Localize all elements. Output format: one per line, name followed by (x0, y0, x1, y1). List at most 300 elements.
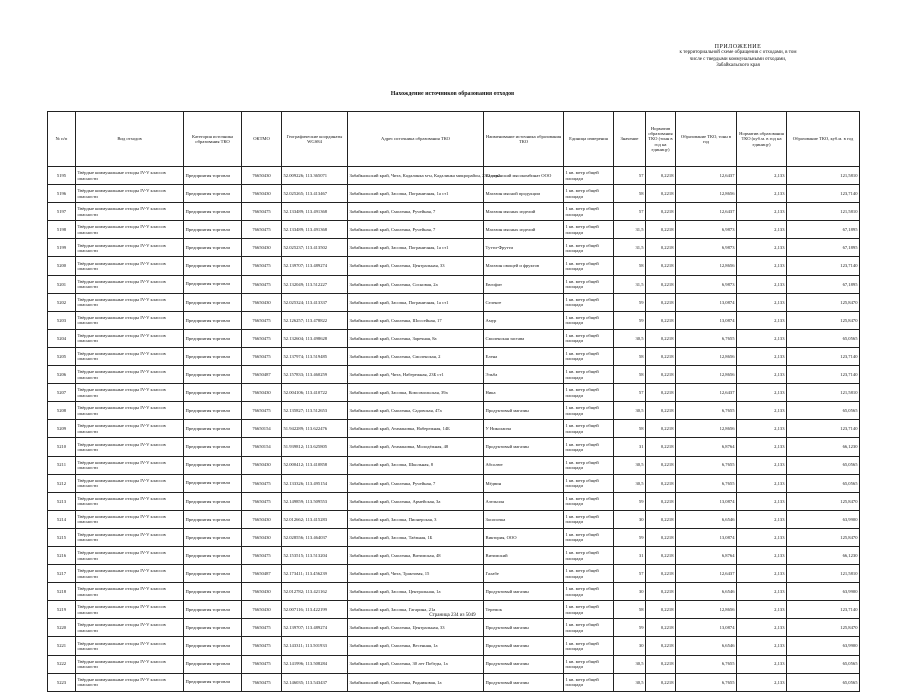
cell-address: Забайкальский край, Чита, Трактовая, 15 (348, 565, 484, 583)
cell-value: 59 (614, 619, 646, 637)
cell-source-category: Предприятия торговли (184, 565, 242, 583)
table-row (48, 474, 860, 492)
cell-waste-type: Твёрдые коммунальные отходы IV-V классов опасности (76, 384, 184, 402)
cell-unit: 1 кв. метр общей площади (564, 474, 614, 492)
cell-oktmo: 76650475 (242, 673, 282, 691)
cell-norm-tons: 0,2218 (646, 438, 676, 456)
cell-address: Забайкальский край, Смоленка, Садовская, 47а (348, 402, 484, 420)
cell-value: 31 (614, 546, 646, 564)
cell-waste-cubic: 65,0565 (787, 673, 860, 691)
cell-oktmo: 76650487 (242, 565, 282, 583)
table-row (48, 583, 860, 601)
cell-row-number: 5222 (48, 655, 76, 673)
cell-value: 30,5 (614, 402, 646, 420)
cell-oktmo: 76650475 (242, 474, 282, 492)
cell-source-category: Предприятия торговли (184, 275, 242, 293)
cell-source-category: Предприятия торговли (184, 203, 242, 221)
column-header: Норматив образования ТКО (тонн в год на единицу) (646, 112, 676, 167)
cell-value: 57 (614, 167, 646, 185)
cell-waste-cubic: 125,8470 (787, 528, 860, 546)
cell-unit: 1 кв. метр общей площади (564, 329, 614, 347)
cell-value: 30,5 (614, 655, 646, 673)
cell-oktmo: 76650475 (242, 311, 282, 329)
cell-coordinates: 51.939812; 113.625805 (282, 438, 348, 456)
cell-unit: 1 кв. метр общей площади (564, 239, 614, 257)
cell-waste-tons: 12,6437 (676, 167, 737, 185)
table-row (48, 619, 860, 637)
cell-waste-tons: 12,8656 (676, 185, 737, 203)
cell-waste-cubic: 123,7140 (787, 185, 860, 203)
cell-oktmo: 76650475 (242, 221, 282, 239)
table-row (48, 510, 860, 528)
cell-source-name: Продуктовый магазин (484, 673, 564, 691)
cell-source-category: Предприятия торговли (184, 420, 242, 438)
table-row (48, 438, 860, 456)
cell-source-name: Амур (484, 311, 564, 329)
cell-value: 30,5 (614, 456, 646, 474)
cell-waste-cubic: 67,1895 (787, 221, 860, 239)
column-header: Адрес источника образования ТКО (348, 112, 484, 167)
cell-norm-tons: 0,2218 (646, 347, 676, 365)
cell-waste-tons: 6,6546 (676, 583, 737, 601)
cell-waste-tons: 13,0874 (676, 311, 737, 329)
cell-waste-type: Твёрдые коммунальные отходы IV-V классов опасности (76, 366, 184, 384)
cell-waste-tons: 12,8656 (676, 366, 737, 384)
cell-address: Забайкальский край, Смоленка, Сосновая, 2а (348, 275, 484, 293)
table-row (48, 492, 860, 510)
cell-oktmo: 76650430 (242, 384, 282, 402)
cell-row-number: 5200 (48, 257, 76, 275)
cell-oktmo: 76650475 (242, 347, 282, 365)
table-row (48, 655, 860, 673)
cell-coordinates: 52.149859; 113.509553 (282, 492, 348, 510)
cell-value: 58 (614, 420, 646, 438)
cell-norm-cubic: 2,133 (737, 275, 787, 293)
cell-oktmo: 76650430 (242, 167, 282, 185)
cell-waste-type: Твёрдые коммунальные отходы IV-V классов опасности (76, 347, 184, 365)
cell-unit: 1 кв. метр общей площади (564, 565, 614, 583)
cell-value: 31,5 (614, 275, 646, 293)
cell-norm-cubic: 2,133 (737, 402, 787, 420)
cell-value: 59 (614, 311, 646, 329)
cell-norm-tons: 0,2218 (646, 546, 676, 564)
cell-norm-cubic: 2,133 (737, 619, 787, 637)
cell-unit: 1 кв. метр общей площади (564, 673, 614, 691)
cell-waste-cubic: 121,5810 (787, 167, 860, 185)
cell-coordinates: 52.173411; 113.456239 (282, 565, 348, 583)
cell-oktmo: 76650475 (242, 257, 282, 275)
column-header: Наименование источника образования ТКО (484, 112, 564, 167)
column-header: Вид отходов (76, 112, 184, 167)
cell-waste-type: Твёрдые коммунальные отходы IV-V классов опасности (76, 293, 184, 311)
cell-source-name: Продуктовый магазин (484, 438, 564, 456)
cell-source-category: Предприятия торговли (184, 185, 242, 203)
cell-norm-cubic: 2,133 (737, 167, 787, 185)
cell-row-number: 5221 (48, 637, 76, 655)
cell-source-name: Селенге (484, 293, 564, 311)
cell-waste-tons: 6,7655 (676, 456, 737, 474)
cell-waste-type: Твёрдые коммунальные отходы IV-V классов опасности (76, 185, 184, 203)
cell-oktmo: 76650475 (242, 619, 282, 637)
table-row (48, 239, 860, 257)
table-row (48, 257, 860, 275)
cell-norm-cubic: 2,133 (737, 456, 787, 474)
cell-waste-cubic: 123,7140 (787, 420, 860, 438)
cell-norm-cubic: 2,133 (737, 203, 787, 221)
cell-address: Забайкальский край, Смоленка, Смоленская, 2 (348, 347, 484, 365)
cell-waste-type: Твёрдые коммунальные отходы IV-V классов опасности (76, 456, 184, 474)
cell-address: Забайкальский край, Смоленка, Родниковая, 1а (348, 673, 484, 691)
table-row (48, 528, 860, 546)
cell-waste-tons: 6,8764 (676, 438, 737, 456)
cell-waste-cubic: 123,7140 (787, 257, 860, 275)
cell-norm-tons: 0,2218 (646, 167, 676, 185)
cell-source-name: У Николаича (484, 420, 564, 438)
appendix-line: числе с твердыми коммунальными отходами, (689, 56, 787, 62)
cell-source-name: Магазин мясных изделий (484, 203, 564, 221)
cell-coordinates: 52.139707; 113.489274 (282, 257, 348, 275)
cell-value: 58 (614, 601, 646, 619)
cell-norm-tons: 0,2218 (646, 673, 676, 691)
cell-waste-tons: 6,6546 (676, 637, 737, 655)
cell-coordinates: 52.153515; 113.513204 (282, 546, 348, 564)
cell-norm-tons: 0,2218 (646, 329, 676, 347)
cell-waste-cubic: 65,0565 (787, 655, 860, 673)
cell-source-category: Предприятия торговли (184, 528, 242, 546)
cell-waste-type: Твёрдые коммунальные отходы IV-V классов опасности (76, 203, 184, 221)
cell-source-name: Продуктовый магазин (484, 583, 564, 601)
cell-norm-cubic: 2,133 (737, 492, 787, 510)
cell-source-category: Предприятия торговли (184, 311, 242, 329)
cell-norm-tons: 0,2218 (646, 311, 676, 329)
cell-address: Забайкальский край, Смоленка, Витимская, 48 (348, 546, 484, 564)
cell-waste-cubic: 123,7140 (787, 601, 860, 619)
cell-norm-cubic: 2,133 (737, 311, 787, 329)
cell-value: 58 (614, 257, 646, 275)
cell-source-category: Предприятия торговли (184, 474, 242, 492)
cell-source-category: Предприятия торговли (184, 293, 242, 311)
appendix-heading: ПРИЛОЖЕНИЕ (714, 44, 762, 50)
cell-coordinates: 52.009226; 113.365071 (282, 167, 348, 185)
cell-source-name: Засопочка (484, 510, 564, 528)
cell-source-name: Магазин овощей и фруктов (484, 257, 564, 275)
cell-unit: 1 кв. метр общей площади (564, 619, 614, 637)
cell-norm-cubic: 2,133 (737, 329, 787, 347)
cell-source-name: Продуктовый магазин (484, 619, 564, 637)
document-title: Нахождение источников образования отходов (390, 91, 515, 97)
table-row (48, 185, 860, 203)
cell-waste-tons: 12,6437 (676, 384, 737, 402)
cell-value: 57 (614, 384, 646, 402)
column-header: Норматив образования ТКО (куб.м. в год на единицу) (737, 112, 787, 167)
cell-row-number: 5216 (48, 546, 76, 564)
cell-waste-type: Твёрдые коммунальные отходы IV-V классов опасности (76, 257, 184, 275)
cell-norm-tons: 0,2218 (646, 275, 676, 293)
cell-source-name: Азельсин (484, 492, 564, 510)
cell-norm-tons: 0,2218 (646, 456, 676, 474)
cell-source-name: Смоленская застава (484, 329, 564, 347)
cell-oktmo: 76650475 (242, 275, 282, 293)
cell-oktmo: 76650487 (242, 366, 282, 384)
cell-norm-tons: 0,2218 (646, 402, 676, 420)
cell-address: Забайкальский край, Смоленка, Заречная, 8а (348, 329, 484, 347)
cell-waste-tons: 6,7655 (676, 329, 737, 347)
cell-value: 31 (614, 438, 646, 456)
cell-waste-cubic: 125,8470 (787, 311, 860, 329)
cell-row-number: 5195 (48, 167, 76, 185)
cell-row-number: 5214 (48, 510, 76, 528)
cell-norm-cubic: 2,133 (737, 420, 787, 438)
cell-coordinates: 52.012782; 113.421162 (282, 583, 348, 601)
cell-source-name: Елена (484, 347, 564, 365)
cell-waste-type: Твёрдые коммунальные отходы IV-V классов опасности (76, 402, 184, 420)
cell-waste-tons: 6,7655 (676, 402, 737, 420)
cell-norm-tons: 0,2218 (646, 366, 676, 384)
cell-unit: 1 кв. метр общей площади (564, 637, 614, 655)
cell-oktmo: 76650430 (242, 510, 282, 528)
cell-waste-cubic: 121,5810 (787, 565, 860, 583)
cell-source-name: Виктория, ООО (484, 528, 564, 546)
table-row (48, 221, 860, 239)
cell-source-name: Витимский (484, 546, 564, 564)
column-header: Категория источника образования ТКО (184, 112, 242, 167)
cell-norm-tons: 0,2218 (646, 637, 676, 655)
cell-unit: 1 кв. метр общей площади (564, 438, 614, 456)
cell-address: Забайкальский край, Смоленка, Шоссейная, 17 (348, 311, 484, 329)
cell-waste-tons: 6,7655 (676, 474, 737, 492)
cell-waste-type: Твёрдые коммунальные отходы IV-V классов опасности (76, 311, 184, 329)
cell-waste-tons: 12,8656 (676, 420, 737, 438)
cell-source-category: Предприятия торговли (184, 510, 242, 528)
cell-waste-tons: 12,6437 (676, 565, 737, 583)
cell-waste-cubic: 125,8470 (787, 619, 860, 637)
cell-source-category: Предприятия торговли (184, 583, 242, 601)
cell-oktmo: 76650475 (242, 203, 282, 221)
cell-address: Забайкальский край, Смоленка, Весенняя, 1а (348, 637, 484, 655)
cell-norm-cubic: 2,133 (737, 221, 787, 239)
cell-source-name: Эльба (484, 366, 564, 384)
cell-waste-cubic: 123,7140 (787, 366, 860, 384)
cell-oktmo: 76650475 (242, 637, 282, 655)
cell-norm-tons: 0,2218 (646, 510, 676, 528)
cell-row-number: 5211 (48, 456, 76, 474)
cell-oktmo: 76650430 (242, 185, 282, 203)
cell-row-number: 5204 (48, 329, 76, 347)
cell-source-category: Предприятия торговли (184, 655, 242, 673)
cell-norm-tons: 0,2218 (646, 239, 676, 257)
cell-row-number: 5202 (48, 293, 76, 311)
cell-waste-type: Твёрдые коммунальные отходы IV-V классов опасности (76, 637, 184, 655)
cell-waste-tons: 13,0874 (676, 528, 737, 546)
cell-value: 30 (614, 510, 646, 528)
cell-address: Забайкальский край, Чита, Кадалинка м-н, Кадалинка микрорайон, 23/2 стр2 (348, 167, 484, 185)
cell-source-name: Продуктовый магазин (484, 655, 564, 673)
cell-row-number: 5201 (48, 275, 76, 293)
cell-norm-tons: 0,2218 (646, 474, 676, 492)
table-row (48, 384, 860, 402)
cell-waste-type: Твёрдые коммунальные отходы IV-V классов опасности (76, 329, 184, 347)
cell-unit: 1 кв. метр общей площади (564, 420, 614, 438)
cell-address: Забайкальский край, Смоленка, Центральная, 33 (348, 257, 484, 275)
cell-row-number: 5217 (48, 565, 76, 583)
cell-waste-tons: 6,7655 (676, 673, 737, 691)
cell-source-category: Предприятия торговли (184, 347, 242, 365)
cell-source-category: Предприятия торговли (184, 239, 242, 257)
cell-norm-cubic: 2,133 (737, 185, 787, 203)
cell-source-category: Предприятия торговли (184, 601, 242, 619)
appendix-block (648, 44, 828, 70)
cell-waste-type: Твёрдые коммунальные отходы IV-V классов опасности (76, 583, 184, 601)
cell-waste-tons: 13,0874 (676, 619, 737, 637)
cell-oktmo: 76650475 (242, 402, 282, 420)
cell-waste-tons: 12,8656 (676, 347, 737, 365)
cell-waste-cubic: 66,1230 (787, 438, 860, 456)
cell-waste-cubic: 121,5810 (787, 384, 860, 402)
cell-norm-tons: 0,2218 (646, 492, 676, 510)
cell-coordinates: 52.146035; 113.543437 (282, 673, 348, 691)
cell-waste-cubic: 67,1895 (787, 275, 860, 293)
cell-row-number: 5210 (48, 438, 76, 456)
cell-source-category: Предприятия торговли (184, 619, 242, 637)
cell-unit: 1 кв. метр общей площади (564, 167, 614, 185)
cell-norm-cubic: 2,133 (737, 583, 787, 601)
table-row (48, 167, 860, 185)
cell-norm-cubic: 2,133 (737, 438, 787, 456)
cell-unit: 1 кв. метр общей площади (564, 510, 614, 528)
cell-address: Забайкальский край, Засопка, Центральная, 1а (348, 583, 484, 601)
cell-coordinates: 52.135827; 113.512653 (282, 402, 348, 420)
cell-norm-tons: 0,2218 (646, 583, 676, 601)
cell-row-number: 5196 (48, 185, 76, 203)
column-header: Географические координаты WGS84 (282, 112, 348, 167)
cell-norm-cubic: 2,133 (737, 366, 787, 384)
cell-waste-type: Твёрдые коммунальные отходы IV-V классов опасности (76, 438, 184, 456)
cell-norm-tons: 0,2218 (646, 565, 676, 583)
cell-value: 57 (614, 203, 646, 221)
cell-norm-cubic: 2,133 (737, 347, 787, 365)
cell-unit: 1 кв. метр общей площади (564, 185, 614, 203)
cell-value: 58 (614, 366, 646, 384)
cell-unit: 1 кв. метр общей площади (564, 456, 614, 474)
appendix-line: к территориальной схеме обращения с отходами, в том (679, 50, 797, 56)
cell-address: Забайкальский край, Чита, Набережная, 23Б ст1 (348, 366, 484, 384)
cell-address: Забайкальский край, Смоленка, Ручейная, 7 (348, 203, 484, 221)
cell-waste-tons: 6,9873 (676, 221, 737, 239)
cell-source-name: Кадалинский мясокомбинат ООО (484, 167, 564, 185)
cell-unit: 1 кв. метр общей площади (564, 275, 614, 293)
cell-waste-type: Твёрдые коммунальные отходы IV-V классов опасности (76, 619, 184, 637)
cell-oktmo: 76650475 (242, 492, 282, 510)
cell-row-number: 5215 (48, 528, 76, 546)
cell-value: 58 (614, 347, 646, 365)
cell-source-name: Евгофит (484, 275, 564, 293)
cell-source-category: Предприятия торговли (184, 438, 242, 456)
cell-waste-cubic: 123,7140 (787, 347, 860, 365)
cell-address: Забайкальский край, Засопка, Таёжная, 1Б (348, 528, 484, 546)
cell-row-number: 5197 (48, 203, 76, 221)
cell-waste-tons: 13,0874 (676, 492, 737, 510)
cell-source-category: Предприятия торговли (184, 673, 242, 691)
cell-norm-tons: 0,2218 (646, 528, 676, 546)
cell-norm-tons: 0,2218 (646, 619, 676, 637)
cell-coordinates: 52.126257; 113.478822 (282, 311, 348, 329)
cell-norm-cubic: 2,133 (737, 257, 787, 275)
cell-waste-tons: 6,7655 (676, 655, 737, 673)
cell-norm-cubic: 2,133 (737, 546, 787, 564)
cell-norm-cubic: 2,133 (737, 565, 787, 583)
cell-address: Забайкальский край, Засопка, Комсомольская, 39а (348, 384, 484, 402)
cell-unit: 1 кв. метр общей площади (564, 492, 614, 510)
cell-source-category: Предприятия торговли (184, 221, 242, 239)
column-header: ОКТМО (242, 112, 282, 167)
cell-norm-tons: 0,2218 (646, 601, 676, 619)
cell-oktmo: 76650430 (242, 601, 282, 619)
cell-unit: 1 кв. метр общей площади (564, 203, 614, 221)
cell-coordinates: 52.028556; 113.464037 (282, 528, 348, 546)
cell-unit: 1 кв. метр общей площади (564, 347, 614, 365)
cell-norm-tons: 0,2218 (646, 420, 676, 438)
cell-waste-cubic: 121,5810 (787, 203, 860, 221)
cell-unit: 1 кв. метр общей площади (564, 366, 614, 384)
cell-norm-tons: 0,2218 (646, 293, 676, 311)
waste-sources-table (47, 111, 860, 692)
table-row (48, 366, 860, 384)
cell-source-category: Предприятия торговли (184, 546, 242, 564)
cell-waste-tons: 12,8656 (676, 257, 737, 275)
cell-row-number: 5203 (48, 311, 76, 329)
cell-norm-tons: 0,2218 (646, 221, 676, 239)
cell-source-category: Предприятия торговли (184, 402, 242, 420)
table-row (48, 311, 860, 329)
cell-coordinates: 52.133489; 113.491368 (282, 203, 348, 221)
cell-norm-cubic: 2,133 (737, 384, 787, 402)
cell-source-name: Ника (484, 384, 564, 402)
cell-norm-tons: 0,2218 (646, 185, 676, 203)
cell-address: Забайкальский край, Засопка, Пограничная, 1а ст1 (348, 185, 484, 203)
cell-norm-cubic: 2,133 (737, 528, 787, 546)
table-row (48, 420, 860, 438)
cell-source-category: Предприятия торговли (184, 257, 242, 275)
cell-address: Забайкальский край, Смоленка, Ручейная, 7 (348, 221, 484, 239)
cell-oktmo: 76650154 (242, 420, 282, 438)
cell-source-name: Магазин мясной продукции (484, 185, 564, 203)
cell-waste-type: Твёрдые коммунальные отходы IV-V классов опасности (76, 510, 184, 528)
cell-coordinates: 52.141996; 113.508284 (282, 655, 348, 673)
cell-waste-type: Твёрдые коммунальные отходы IV-V классов опасности (76, 655, 184, 673)
cell-value: 59 (614, 492, 646, 510)
appendix-line: Забайкальского края (716, 63, 760, 69)
cell-unit: 1 кв. метр общей площади (564, 546, 614, 564)
cell-norm-cubic: 2,133 (737, 655, 787, 673)
cell-source-name: Магазин мясных изделий (484, 221, 564, 239)
cell-oktmo: 76650430 (242, 456, 282, 474)
cell-coordinates: 52.133326; 113.495154 (282, 474, 348, 492)
column-header: Единица измерения (564, 112, 614, 167)
cell-norm-tons: 0,2218 (646, 655, 676, 673)
cell-waste-cubic: 125,8470 (787, 492, 860, 510)
cell-coordinates: 52.004106; 113.410722 (282, 384, 348, 402)
cell-waste-type: Твёрдые коммунальные отходы IV-V классов опасности (76, 546, 184, 564)
cell-source-name: Продуктовый магазин (484, 402, 564, 420)
cell-coordinates: 52.133489; 113.491368 (282, 221, 348, 239)
table-row (48, 546, 860, 564)
cell-unit: 1 кв. метр общей площади (564, 257, 614, 275)
cell-value: 59 (614, 528, 646, 546)
table-row (48, 275, 860, 293)
table-row (48, 293, 860, 311)
cell-waste-tons: 6,9873 (676, 275, 737, 293)
cell-row-number: 5212 (48, 474, 76, 492)
